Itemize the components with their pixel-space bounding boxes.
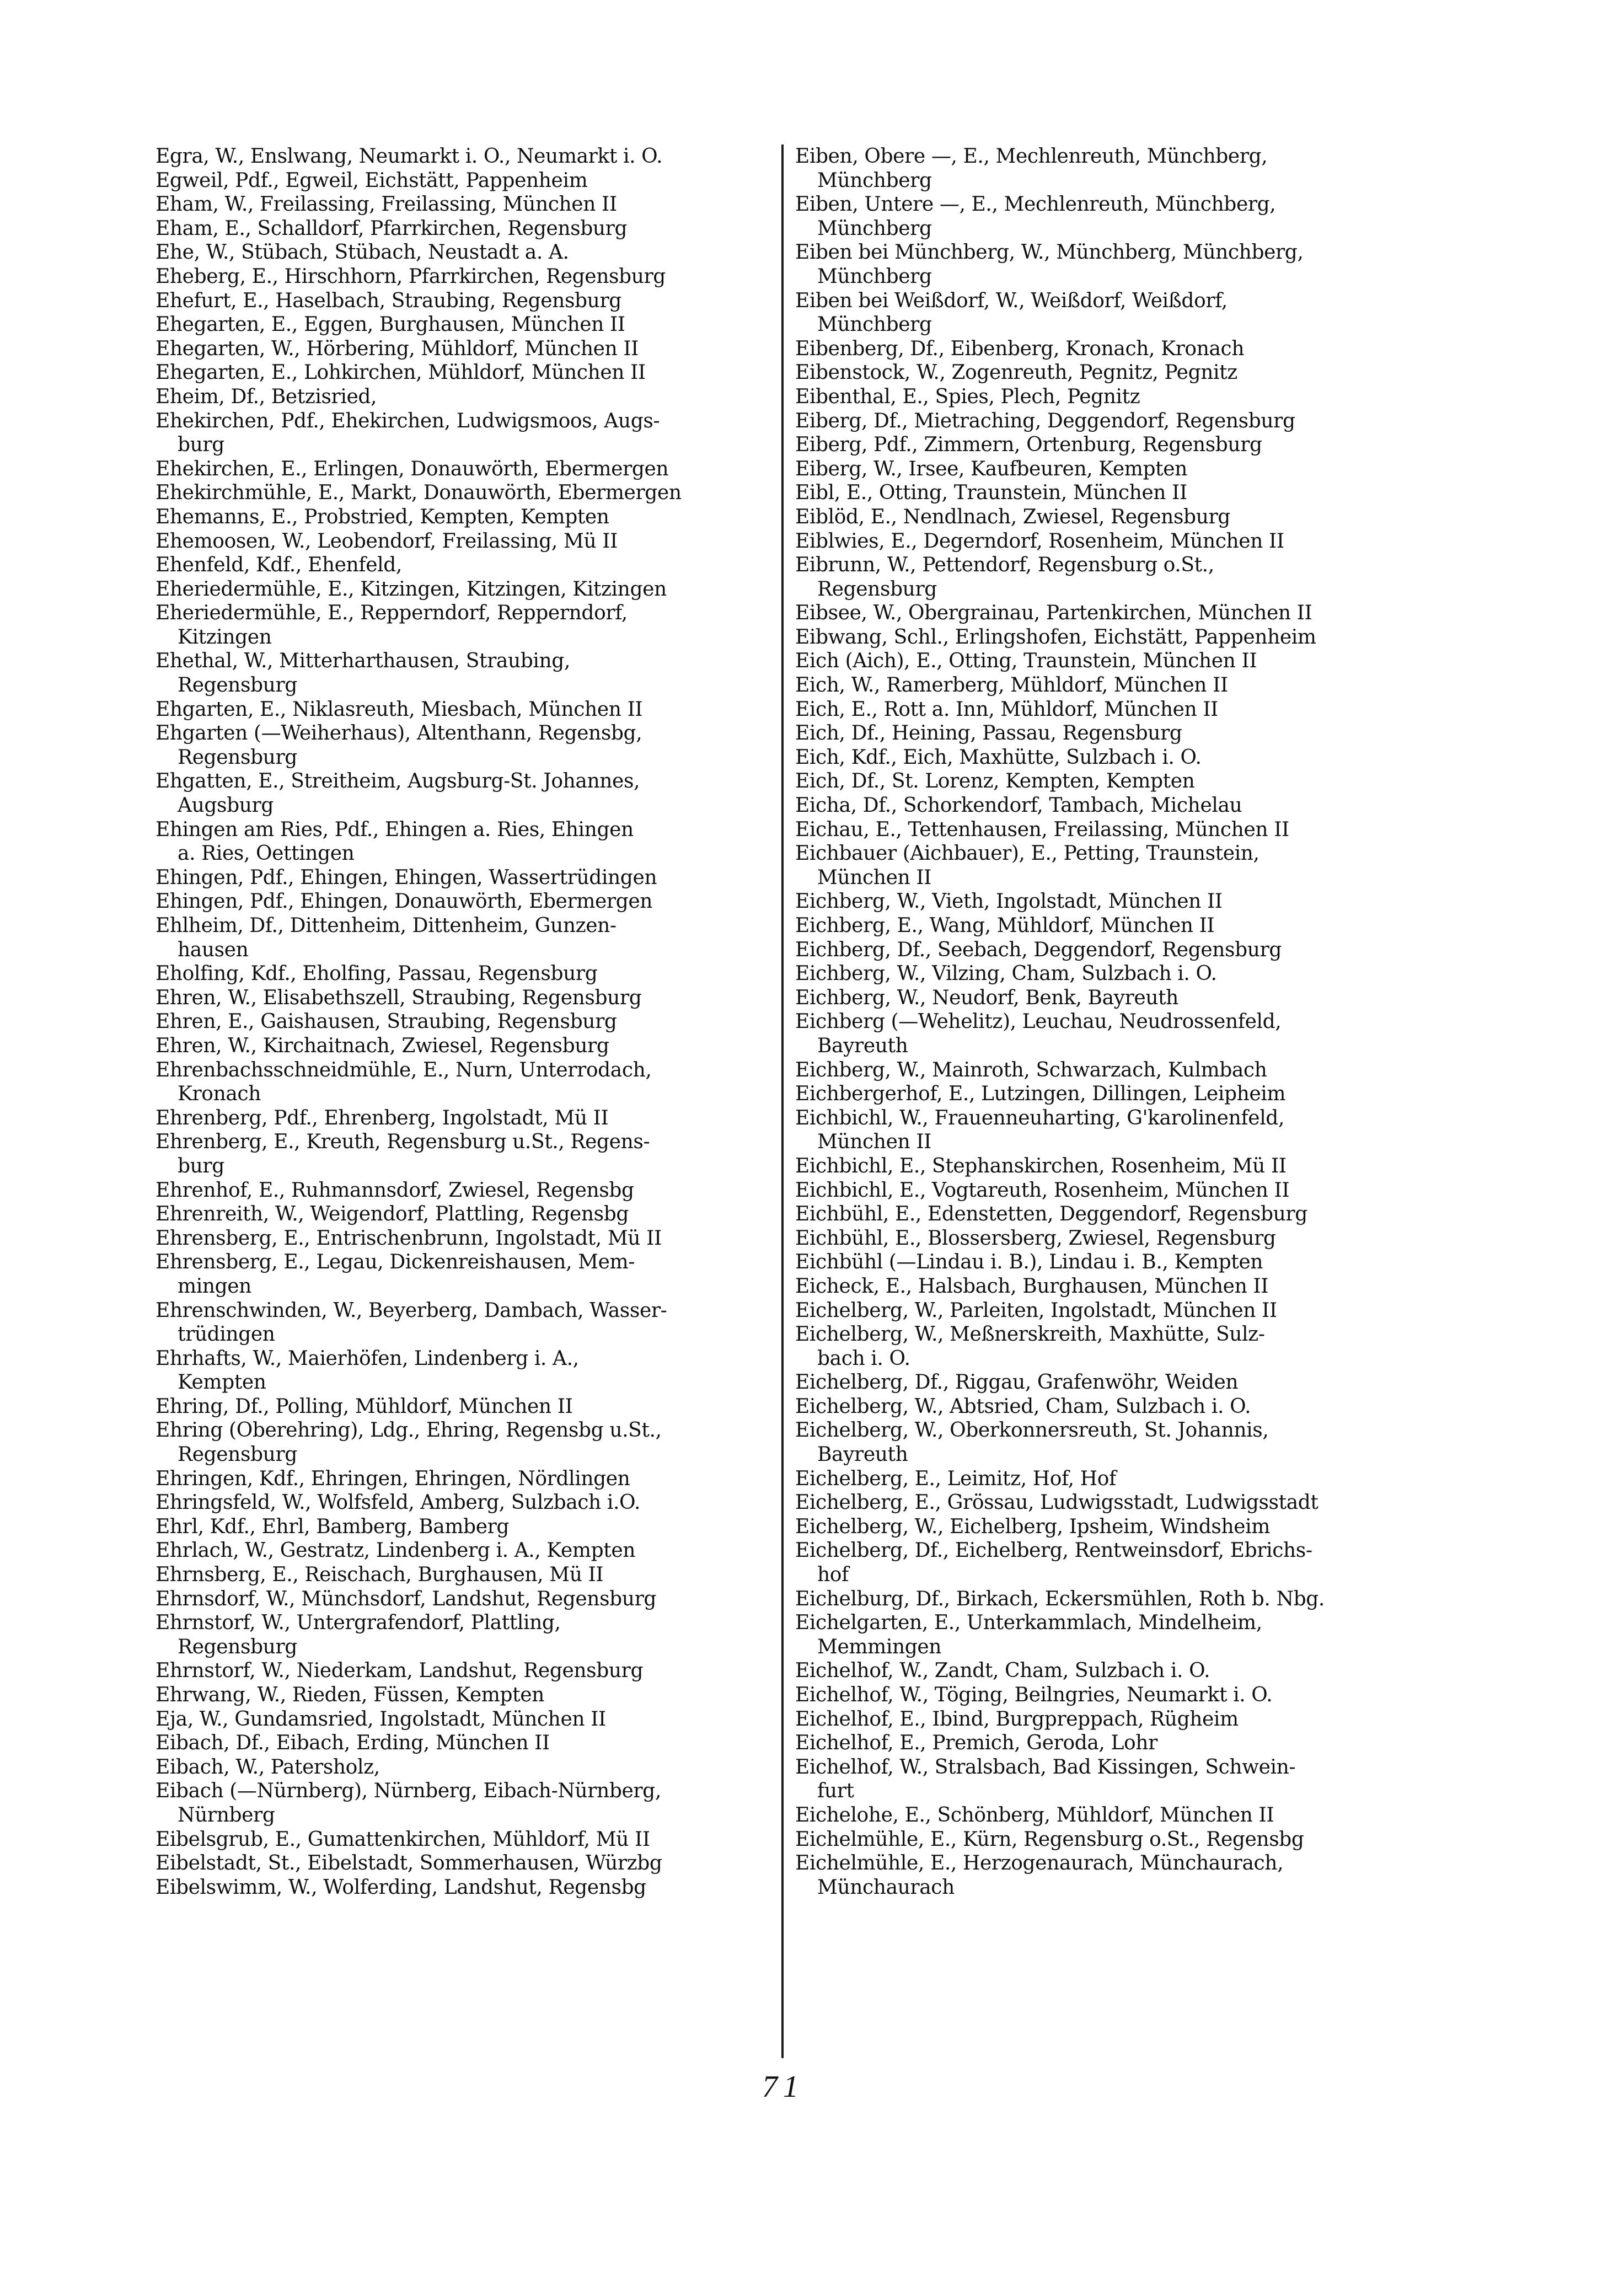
place-entry <box>156 192 776 217</box>
entry-line: Eiben, Obere —, E., Mechlenreuth, Münchberg, <box>795 145 1268 168</box>
place-entry <box>795 1250 1440 1274</box>
place-entry <box>156 1250 776 1298</box>
place-entry <box>795 385 1440 409</box>
entry-continuation-line: Memmingen <box>817 1635 942 1658</box>
entry-line: Eichelberg, W., Parleiten, Ingolstadt, München II <box>795 1299 1277 1322</box>
place-entry <box>156 1611 776 1659</box>
entry-line: Eichberg, W., Vilzing, Cham, Sulzbach i. O. <box>795 962 1217 985</box>
entry-line: Ehrl, Kdf., Ehrl, Bamberg, Bamberg <box>156 1515 510 1538</box>
entry-line: Ehethal, W., Mitterharthausen, Straubing, <box>156 650 570 673</box>
place-entry <box>156 385 776 409</box>
place-entry <box>795 553 1440 601</box>
place-entry <box>795 1226 1440 1251</box>
entry-line: Eichelhof, E., Premich, Geroda, Lohr <box>795 1732 1157 1755</box>
entry-line: Ehegarten, E., Lohkirchen, Mühldorf, München II <box>156 361 646 384</box>
entry-line: Eichelberg, W., Eichelberg, Ipsheim, Windsheim <box>795 1515 1271 1538</box>
place-entry <box>795 625 1440 650</box>
entry-continuation-line: Nürnberg <box>178 1803 275 1827</box>
entry-line: Eiblöd, E., Nendlnach, Zwiesel, Regensburg <box>795 505 1230 528</box>
entry-line: Eichau, E., Tettenhausen, Freilassing, München II <box>795 818 1289 841</box>
entry-line: Ehingen, Pdf., Ehingen, Ehingen, Wassertrüdingen <box>156 866 657 889</box>
place-entry <box>795 890 1440 914</box>
place-entry <box>795 962 1440 986</box>
entry-line: Eiblwies, E., Degerndorf, Rosenheim, München II <box>795 529 1284 553</box>
entry-continuation-line: a. Ries, Oettingen <box>178 842 355 865</box>
place-entry <box>156 361 776 385</box>
entry-continuation-line: bach i. O. <box>817 1347 910 1370</box>
entry-continuation-line: München II <box>817 866 931 889</box>
entry-line: Eichelmühle, E., Kürn, Regensburg o.St., Regensbg <box>795 1828 1304 1851</box>
entry-line: Eham, W., Freilassing, Freilassing, München II <box>156 193 617 216</box>
entry-line: Ehemanns, E., Probstried, Kempten, Kempten <box>156 505 609 528</box>
place-entry <box>795 409 1440 433</box>
place-entry <box>156 313 776 337</box>
place-entry <box>156 240 776 265</box>
place-entry <box>156 1587 776 1611</box>
entry-line: Ehefurt, E., Haselbach, Straubing, Regensburg <box>156 289 621 312</box>
entry-line: Eibelstadt, St., Eibelstadt, Sommerhausen, Würzbg <box>156 1852 662 1875</box>
entry-line: Ehrnstorf, W., Untergrafendorf, Plattling, <box>156 1611 561 1635</box>
place-entry <box>795 649 1440 673</box>
entry-line: Eichelmühle, E., Herzogenaurach, Münchaurach, <box>795 1852 1284 1875</box>
entry-line: Eicha, Df., Schorkendorf, Tambach, Michelau <box>795 794 1242 817</box>
place-entry <box>795 481 1440 505</box>
entry-continuation-line: München II <box>817 1131 931 1154</box>
entry-line: Eham, E., Schalldorf, Pfarrkirchen, Regensburg <box>156 217 628 240</box>
entry-line: Eichelgarten, E., Unterkammlach, Mindelheim, <box>795 1611 1262 1635</box>
entry-line: Eich, Df., Heining, Passau, Regensburg <box>795 722 1182 745</box>
place-entry <box>795 1418 1440 1466</box>
entry-line: Ehe, W., Stübach, Stübach, Neustadt a. A. <box>156 241 569 264</box>
place-entry <box>156 1179 776 1203</box>
entry-continuation-line: Regensburg <box>178 1635 297 1658</box>
entry-continuation-line: Regensburg <box>817 577 937 601</box>
place-entry <box>156 1755 776 1780</box>
place-entry <box>795 1010 1440 1058</box>
entry-continuation-line: hof <box>817 1563 849 1587</box>
place-entry <box>795 938 1440 962</box>
entry-line: Eichelhof, E., Ibind, Burgpreppach, Rügheim <box>795 1707 1239 1731</box>
place-entry <box>156 1563 776 1587</box>
entry-line: Eibsee, W., Obergrainau, Partenkirchen, München II <box>795 602 1312 625</box>
place-entry <box>156 866 776 890</box>
place-entry <box>795 1659 1440 1683</box>
place-entry <box>795 1683 1440 1707</box>
place-entry <box>795 1803 1440 1828</box>
place-entry <box>795 1515 1440 1539</box>
entry-line: Eichbichl, W., Frauenneuharting, G'karolinenfeld, <box>795 1106 1284 1129</box>
place-entry <box>795 1707 1440 1732</box>
place-entry <box>795 1467 1440 1491</box>
entry-line: Eibrunn, W., Pettendorf, Regensburg o.St., <box>795 554 1214 577</box>
place-entry <box>795 721 1440 746</box>
entry-continuation-line: Münchaurach <box>817 1876 955 1899</box>
place-entry <box>156 217 776 241</box>
entry-line: Eichelberg, E., Leimitz, Hof, Hof <box>795 1467 1116 1490</box>
entry-line: Ehrnstorf, W., Niederkam, Landshut, Regensburg <box>156 1659 644 1683</box>
place-entry <box>795 1731 1440 1755</box>
entry-line: Eichberg, W., Vieth, Ingolstadt, München II <box>795 890 1223 913</box>
place-entry <box>156 1106 776 1131</box>
place-entry <box>795 1755 1440 1803</box>
place-entry <box>156 1731 776 1755</box>
entry-line: Ehgarten, E., Niklasreuth, Miesbach, München II <box>156 698 643 721</box>
place-entry <box>795 914 1440 938</box>
place-entry <box>156 1876 776 1900</box>
entry-line: Eicheck, E., Halsbach, Burghausen, München II <box>795 1274 1269 1298</box>
entry-continuation-line: Bayreuth <box>817 1034 908 1057</box>
entry-line: Eichbergerhof, E., Lutzingen, Dillingen, Leipheim <box>795 1083 1286 1106</box>
place-entry <box>156 553 776 577</box>
entry-line: Ehingen am Ries, Pdf., Ehingen a. Ries, Ehingen <box>156 818 634 841</box>
place-entry <box>156 1299 776 1347</box>
entry-line: Eja, W., Gundamsried, Ingolstadt, München II <box>156 1707 606 1731</box>
entry-continuation-line: Münchberg <box>817 313 932 336</box>
place-entry <box>795 794 1440 818</box>
entry-line: Ehemoosen, W., Leobendorf, Freilassing, Mü II <box>156 529 618 553</box>
entry-continuation-line: hausen <box>178 938 249 961</box>
entry-line: Ehrnsberg, E., Reischach, Burghausen, Mü II <box>156 1563 604 1587</box>
place-entry <box>795 1587 1440 1611</box>
entry-line: Ehrnsdorf, W., Münchsdorf, Landshut, Regensburg <box>156 1587 657 1610</box>
right-column <box>795 144 1440 1899</box>
entry-line: Eibenthal, E., Spies, Plech, Pegnitz <box>795 385 1140 408</box>
entry-continuation-line: Regensburg <box>178 674 297 697</box>
entry-line: Ehgatten, E., Streitheim, Augsburg-St. Johannes, <box>156 770 640 793</box>
entry-line: Ehgarten (—Weiherhaus), Altenthann, Regensbg, <box>156 722 642 745</box>
place-entry <box>156 457 776 481</box>
entry-line: Ehrenberg, E., Kreuth, Regensburg u.St., Regens- <box>156 1131 650 1154</box>
place-entry <box>795 1851 1440 1899</box>
entry-line: Ehrensberg, E., Legau, Dickenreishausen, Mem- <box>156 1251 635 1274</box>
entry-continuation-line: Münchberg <box>817 217 932 240</box>
entry-line: Ehrenreith, W., Weigendorf, Plattling, Regensbg <box>156 1203 629 1226</box>
entry-line: Eich (Aich), E., Otting, Traunstein, München II <box>795 650 1257 673</box>
place-entry <box>156 1851 776 1876</box>
entry-continuation-line: trüdingen <box>178 1323 275 1346</box>
entry-line: Eichbichl, E., Vogtareuth, Rosenheim, München II <box>795 1179 1290 1202</box>
entry-line: Eiberg, W., Irsee, Kaufbeuren, Kempten <box>795 457 1187 480</box>
entry-line: Eich, W., Ramerberg, Mühldorf, München II <box>795 674 1228 697</box>
entry-line: Eichelburg, Df., Birkach, Eckersmühlen, Roth b. Nbg. <box>795 1587 1325 1610</box>
place-entry <box>156 1202 776 1226</box>
entry-line: Eichbühl, E., Blossersberg, Zwiesel, Regensburg <box>795 1226 1276 1250</box>
entry-line: Eheberg, E., Hirschhorn, Pfarrkirchen, Regensburg <box>156 265 666 288</box>
place-entry <box>795 337 1440 361</box>
place-entry <box>795 1179 1440 1203</box>
entry-continuation-line: burg <box>178 433 224 457</box>
entry-line: Ehegarten, W., Hörbering, Mühldorf, München II <box>156 337 639 360</box>
place-entry <box>156 1779 776 1827</box>
entry-line: Ehring (Oberehring), Ldg., Ehring, Regensbg u.St., <box>156 1419 662 1442</box>
entry-line: Ehring, Df., Polling, Mühldorf, München II <box>156 1395 573 1418</box>
place-entry <box>156 265 776 289</box>
place-entry <box>795 1828 1440 1852</box>
entry-line: Eichberg, E., Wang, Mühldorf, München II <box>795 914 1215 937</box>
entry-line: Eich, Df., St. Lorenz, Kempten, Kempten <box>795 770 1195 793</box>
entry-line: Eiberg, Pdf., Zimmern, Ortenburg, Regensburg <box>795 433 1262 457</box>
place-entry <box>156 649 776 697</box>
entry-line: Ehrwang, W., Rieden, Füssen, Kempten <box>156 1684 544 1706</box>
entry-line: Eichbühl (—Lindau i. B.), Lindau i. B., Kempten <box>795 1251 1263 1274</box>
place-entry <box>795 529 1440 554</box>
entry-line: Eheriedermühle, E., Repperndorf, Repperndorf, <box>156 602 628 625</box>
entry-line: Eichbauer (Aichbauer), E., Petting, Traunstein, <box>795 842 1259 865</box>
place-entry <box>156 1515 776 1539</box>
entry-continuation-line: Bayreuth <box>817 1443 908 1466</box>
entry-line: Eichelhof, W., Zandt, Cham, Sulzbach i. O. <box>795 1659 1210 1683</box>
place-entry <box>156 1058 776 1106</box>
place-entry <box>156 505 776 529</box>
entry-continuation-line: Kempten <box>178 1371 266 1394</box>
place-entry <box>156 914 776 962</box>
left-column <box>156 144 776 1899</box>
entry-line: Ehenfeld, Kdf., Ehenfeld, <box>156 554 402 577</box>
entry-line: Ehrensberg, E., Entrischenbrunn, Ingolstadt, Mü II <box>156 1226 662 1250</box>
entry-line: Ehlheim, Df., Dittenheim, Dittenheim, Gunzen- <box>156 914 617 937</box>
entry-line: Eich, E., Rott a. Inn, Mühldorf, München II <box>795 698 1218 721</box>
entry-line: Ehringen, Kdf., Ehringen, Ehringen, Nördlingen <box>156 1467 630 1490</box>
entry-line: Ehren, W., Kirchaitnach, Zwiesel, Regensburg <box>156 1034 609 1057</box>
entry-line: Eiben, Untere —, E., Mechlenreuth, Münchberg, <box>795 193 1276 216</box>
entry-continuation-line: Kronach <box>178 1083 261 1106</box>
place-entry <box>156 698 776 722</box>
entry-line: Ehegarten, E., Eggen, Burghausen, München II <box>156 313 625 336</box>
entry-continuation-line: mingen <box>178 1274 251 1298</box>
place-entry <box>156 986 776 1010</box>
place-entry <box>156 529 776 554</box>
entry-line: Eibenstock, W., Zogenreuth, Pegnitz, Pegnitz <box>795 361 1237 384</box>
entry-continuation-line: Kitzingen <box>178 625 272 649</box>
place-entry <box>156 481 776 505</box>
entry-line: Ehrlach, W., Gestratz, Lindenberg i. A., Kempten <box>156 1539 636 1562</box>
entry-line: Ehekirchen, Pdf., Ehekirchen, Ludwigsmoos, Augs- <box>156 409 660 432</box>
place-entry <box>795 144 1440 192</box>
entry-line: Eibl, E., Otting, Traunstein, München II <box>795 481 1187 505</box>
place-entry <box>795 986 1440 1010</box>
entry-line: Eiben bei Weißdorf, W., Weißdorf, Weißdorf, <box>795 289 1228 312</box>
entry-continuation-line: burg <box>178 1154 224 1177</box>
place-entry <box>795 1082 1440 1106</box>
place-entry <box>156 1395 776 1419</box>
place-entry <box>156 1491 776 1515</box>
place-entry <box>795 842 1440 890</box>
entry-line: Eichelberg, Df., Riggau, Grafenwöhr, Weiden <box>795 1371 1239 1394</box>
entry-line: Ehingen, Pdf., Ehingen, Donauwörth, Ebermergen <box>156 890 653 913</box>
place-entry <box>156 577 776 602</box>
place-entry <box>795 673 1440 698</box>
place-entry <box>795 601 1440 625</box>
entry-line: Eiberg, Df., Mietraching, Deggendorf, Regensburg <box>795 409 1295 432</box>
place-entry <box>156 1659 776 1683</box>
entry-line: Ehringsfeld, W., Wolfsfeld, Amberg, Sulzbach i.O. <box>156 1491 641 1514</box>
entry-line: Eichelohe, E., Schönberg, Mühldorf, München II <box>795 1803 1274 1827</box>
entry-line: Eichbühl, E., Edenstetten, Deggendorf, Regensburg <box>795 1203 1307 1226</box>
place-entry <box>795 1299 1440 1323</box>
place-entry <box>156 1034 776 1058</box>
place-entry <box>156 169 776 193</box>
entry-continuation-line: Augsburg <box>178 794 274 817</box>
place-entry <box>795 1491 1440 1515</box>
place-entry <box>156 144 776 169</box>
place-entry <box>156 1130 776 1178</box>
place-entry <box>795 240 1440 288</box>
place-entry <box>795 1106 1440 1154</box>
entry-continuation-line: Regensburg <box>178 746 297 769</box>
place-entry <box>156 818 776 866</box>
place-entry <box>156 1347 776 1395</box>
place-entry <box>795 457 1440 481</box>
place-entry <box>156 962 776 986</box>
column-divider <box>781 144 784 2058</box>
entry-line: Ehren, W., Elisabethszell, Straubing, Regensburg <box>156 986 642 1009</box>
entry-line: Egra, W., Enslwang, Neumarkt i. O., Neumarkt i. O. <box>156 145 663 168</box>
place-entry <box>156 409 776 457</box>
entry-line: Eibelsgrub, E., Gumattenkirchen, Mühldorf, Mü II <box>156 1828 650 1851</box>
place-entry <box>156 721 776 769</box>
entry-line: Eichelhof, W., Stralsbach, Bad Kissingen, Schwein- <box>795 1755 1296 1779</box>
entry-line: Eichelhof, W., Töging, Beilngries, Neumarkt i. O. <box>795 1684 1273 1706</box>
entry-line: Ehrenbachsschneidmühle, E., Nurn, Unterrodach, <box>156 1058 652 1081</box>
place-entry <box>795 1395 1440 1419</box>
place-entry <box>156 337 776 361</box>
entry-line: Ehrenberg, Pdf., Ehrenberg, Ingolstadt, Mü II <box>156 1106 609 1129</box>
place-entry <box>156 1226 776 1251</box>
place-entry <box>795 192 1440 240</box>
place-entry <box>795 433 1440 457</box>
place-entry <box>156 601 776 649</box>
entry-line: Eichelberg, E., Grössau, Ludwigsstadt, Ludwigsstadt <box>795 1491 1319 1514</box>
entry-line: Eibach, Df., Eibach, Erding, München II <box>156 1732 550 1755</box>
entry-line: Egweil, Pdf., Egweil, Eichstätt, Pappenheim <box>156 169 588 192</box>
place-entry <box>795 818 1440 842</box>
page-number: 71 <box>762 2070 804 2104</box>
entry-line: Eichelberg, W., Oberkonnersreuth, St. Johannis, <box>795 1419 1269 1442</box>
entry-line: Eichberg, W., Neudorf, Benk, Bayreuth <box>795 986 1178 1009</box>
place-entry <box>795 698 1440 722</box>
place-entry <box>156 1418 776 1466</box>
place-entry <box>795 505 1440 529</box>
entry-line: Ehren, E., Gaishausen, Straubing, Regensburg <box>156 1010 617 1033</box>
entry-line: Eibach, W., Patersholz, <box>156 1755 380 1779</box>
entry-line: Eheriedermühle, E., Kitzingen, Kitzingen, Kitzingen <box>156 577 667 601</box>
entry-continuation-line: Regensburg <box>178 1443 297 1466</box>
place-entry <box>795 289 1440 337</box>
place-entry <box>795 1611 1440 1659</box>
entry-line: Eichberg, Df., Seebach, Deggendorf, Regensburg <box>795 938 1282 961</box>
place-entry <box>156 1683 776 1707</box>
place-entry <box>156 1539 776 1563</box>
place-entry <box>795 1058 1440 1083</box>
place-entry <box>795 769 1440 794</box>
entry-line: Eibenberg, Df., Eibenberg, Kronach, Kronach <box>795 337 1245 360</box>
place-entry <box>795 1274 1440 1299</box>
entry-line: Eich, Kdf., Eich, Maxhütte, Sulzbach i. O. <box>795 746 1202 769</box>
place-entry <box>795 1154 1440 1179</box>
place-entry <box>795 1370 1440 1395</box>
entry-line: Ehrhafts, W., Maierhöfen, Lindenberg i. A., <box>156 1347 579 1370</box>
entry-line: Ehekirchmühle, E., Markt, Donauwörth, Ebermergen <box>156 481 682 505</box>
entry-line: Eheim, Df., Betzisried, <box>156 385 377 408</box>
entry-line: Eibelswimm, W., Wolferding, Landshut, Regensbg <box>156 1876 646 1899</box>
entry-line: Eichbichl, E., Stephanskirchen, Rosenheim, Mü II <box>795 1154 1287 1177</box>
place-entry <box>156 1828 776 1852</box>
place-entry <box>156 1707 776 1732</box>
place-entry <box>156 289 776 313</box>
place-entry <box>795 361 1440 385</box>
entry-line: Eibwang, Schl., Erlingshofen, Eichstätt, Pappenheim <box>795 625 1316 649</box>
entry-continuation-line: Münchberg <box>817 169 932 192</box>
place-entry <box>795 1322 1440 1370</box>
place-entry <box>795 746 1440 770</box>
entry-line: Eichelberg, Df., Eichelberg, Rentweinsdorf, Ebrichs- <box>795 1539 1312 1562</box>
entry-line: Eichberg, W., Mainroth, Schwarzach, Kulmbach <box>795 1058 1267 1081</box>
place-entry <box>156 890 776 914</box>
entry-line: Eibach (—Nürnberg), Nürnberg, Eibach-Nürnberg, <box>156 1780 661 1803</box>
entry-continuation-line: furt <box>817 1780 854 1803</box>
entry-line: Eiben bei Münchberg, W., Münchberg, Münchberg, <box>795 241 1304 264</box>
entry-line: Ehekirchen, E., Erlingen, Donauwörth, Ebermergen <box>156 457 669 480</box>
place-entry <box>795 1539 1440 1587</box>
entry-line: Eichelberg, W., Meßnerskreith, Maxhütte, Sulz- <box>795 1323 1265 1346</box>
entry-line: Ehrenschwinden, W., Beyerberg, Dambach, Wasser- <box>156 1299 667 1322</box>
entry-line: Eholfing, Kdf., Eholfing, Passau, Regensburg <box>156 962 598 985</box>
place-entry <box>795 1202 1440 1226</box>
entry-line: Ehrenhof, E., Ruhmannsdorf, Zwiesel, Regensbg <box>156 1179 634 1202</box>
place-entry <box>156 1010 776 1034</box>
entry-continuation-line: Münchberg <box>817 265 932 288</box>
place-entry <box>156 769 776 817</box>
entry-line: Eichberg (—Wehelitz), Leuchau, Neudrossenfeld, <box>795 1010 1282 1033</box>
place-entry <box>156 1467 776 1491</box>
entry-line: Eichelberg, W., Abtsried, Cham, Sulzbach i. O. <box>795 1395 1251 1418</box>
